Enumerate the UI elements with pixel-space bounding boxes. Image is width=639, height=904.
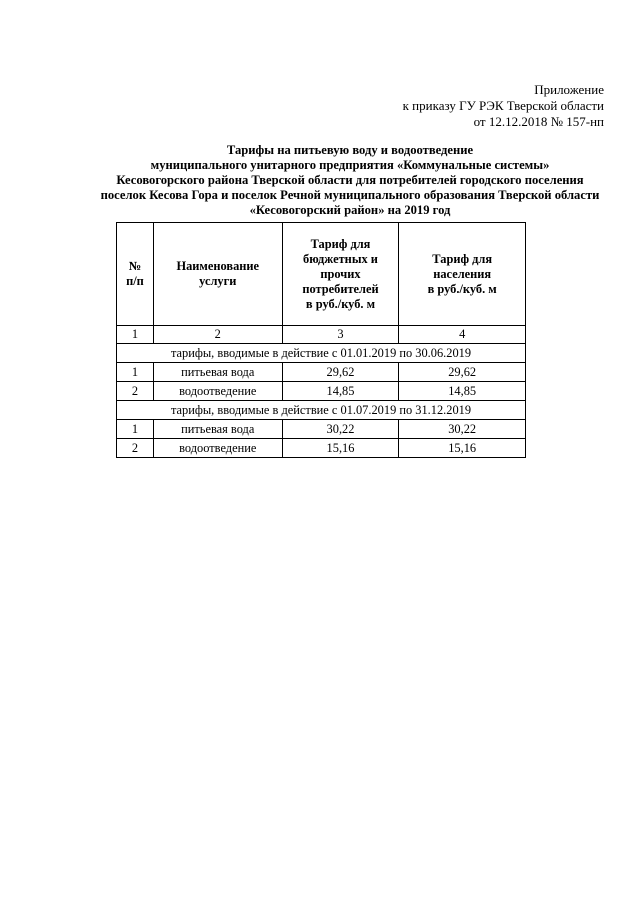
table-row: [117, 439, 526, 458]
document-title: [60, 143, 639, 218]
header-text: бюджетных и: [303, 251, 378, 266]
row-service: водоотведение: [153, 439, 282, 458]
period-row: [117, 344, 526, 363]
table-row: [117, 382, 526, 401]
header-text: Тариф для: [432, 251, 493, 266]
row-service: питьевая вода: [153, 420, 282, 439]
header-population-tariff: [399, 223, 526, 326]
header-text: прочих: [320, 266, 361, 281]
title-line: поселок Кесова Гора и поселок Речной муниципального образования Тверской области: [100, 188, 600, 202]
table-header-row: [117, 223, 526, 326]
row-budget-value: 14,85: [282, 382, 399, 401]
row-budget-value: 15,16: [282, 439, 399, 458]
header-text: потребителей: [302, 281, 379, 296]
period-label: тарифы, вводимые в действие с 01.07.2019 по 31.12.2019: [117, 401, 526, 420]
row-population-value: 29,62: [399, 363, 526, 382]
row-service: питьевая вода: [153, 363, 282, 382]
header-text: в руб./куб. м: [427, 281, 497, 296]
row-budget-value: 29,62: [282, 363, 399, 382]
appendix-block: [403, 82, 604, 130]
title-line: Кесовогорского района Тверской области для потребителей городского поселения: [116, 173, 584, 187]
period-row: [117, 401, 526, 420]
column-number: 3: [282, 326, 399, 344]
column-number-row: [117, 326, 526, 344]
title-line: муниципального унитарного предприятия «Коммунальные системы»: [150, 158, 550, 172]
header-num: [117, 223, 154, 326]
header-text: п/п: [126, 274, 144, 288]
row-population-value: 14,85: [399, 382, 526, 401]
appendix-order-line: к приказу ГУ РЭК Тверской области: [402, 98, 604, 113]
header-text: в руб./куб. м: [305, 296, 376, 311]
header-text: №: [128, 259, 142, 273]
appendix-date-line: от 12.12.2018 № 157-нп: [473, 114, 604, 129]
row-population-value: 15,16: [399, 439, 526, 458]
row-number: 1: [117, 363, 154, 382]
column-number: 2: [153, 326, 282, 344]
header-text: Наименование: [176, 259, 260, 273]
title-line: Тарифы на питьевую воду и водоотведение: [226, 143, 474, 157]
row-number: 2: [117, 439, 154, 458]
header-text: Тариф для: [310, 236, 371, 251]
table-row: [117, 363, 526, 382]
header-text: населения: [433, 266, 492, 281]
row-service: водоотведение: [153, 382, 282, 401]
header-service: [153, 223, 282, 326]
header-text: услуги: [199, 274, 237, 288]
title-line: «Кесовогорский район» на 2019 год: [249, 203, 451, 217]
header-budget-tariff: [282, 223, 399, 326]
row-number: 2: [117, 382, 154, 401]
row-number: 1: [117, 420, 154, 439]
appendix-line: Приложение: [534, 82, 604, 97]
row-budget-value: 30,22: [282, 420, 399, 439]
column-number: 4: [399, 326, 526, 344]
row-population-value: 30,22: [399, 420, 526, 439]
tariff-table: [116, 222, 526, 458]
column-number: 1: [117, 326, 154, 344]
table-row: [117, 420, 526, 439]
period-label: тарифы, вводимые в действие с 01.01.2019 по 30.06.2019: [117, 344, 526, 363]
